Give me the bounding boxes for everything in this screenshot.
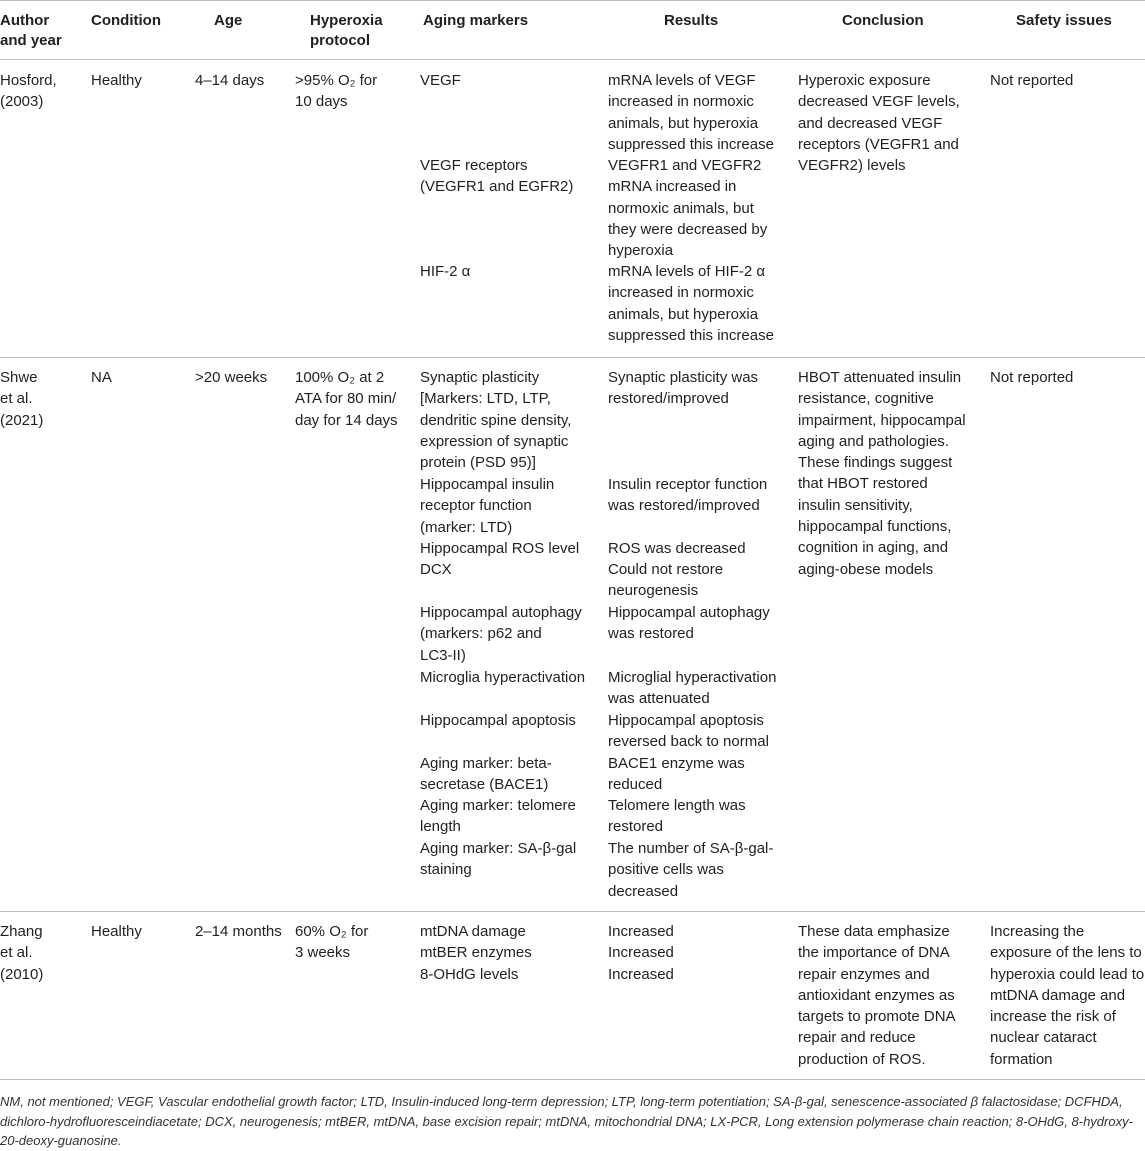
marker-block xyxy=(420,155,600,198)
text-line: 3 weeks xyxy=(295,944,351,962)
text-line: VEGFR2) levels xyxy=(798,157,906,175)
text-line: 60% O₂ for xyxy=(295,923,369,940)
text-line: receptors (VEGFR1 and xyxy=(798,135,959,153)
results-cell xyxy=(608,367,793,907)
text-line: Zhang xyxy=(0,923,43,940)
result-block xyxy=(608,70,793,155)
text-line: >95% O₂ for xyxy=(295,72,378,89)
text-line: reduced xyxy=(608,776,663,794)
result-block xyxy=(608,538,793,559)
text-line: protein (PSD 95)] xyxy=(420,454,536,472)
header-author-line: and year xyxy=(0,32,62,49)
text-line: HIF-2 α xyxy=(420,263,471,280)
text-line: Hippocampal apoptosis xyxy=(608,712,764,729)
safety-cell xyxy=(990,70,1073,91)
text-line: restored xyxy=(608,818,664,836)
markers-cell xyxy=(420,70,600,350)
header-protocol-line: Hyperoxia xyxy=(310,12,383,29)
text-line: Hippocampal apoptosis xyxy=(420,712,576,729)
text-line: 8-OHdG levels xyxy=(420,965,519,983)
condition-cell: Healthy xyxy=(91,72,142,89)
text-line: et al. xyxy=(0,390,33,408)
text-line: insulin sensitivity, xyxy=(798,496,913,514)
text-line: Synaptic plasticity xyxy=(420,369,540,386)
bottom-rule xyxy=(0,1079,1145,1080)
text-line: was restored/improved xyxy=(608,497,760,515)
text-line: mtDNA damage and xyxy=(990,986,1126,1004)
header-conclusion: Conclusion xyxy=(842,12,924,29)
text-line: VEGF xyxy=(420,72,461,89)
text-line: aging and pathologies. xyxy=(798,432,949,450)
text-line: [Markers: LTD, LTP, xyxy=(420,390,551,408)
text-line: Microglial hyperactivation xyxy=(608,669,777,686)
text-line: aging-obese models xyxy=(798,560,934,578)
author-cell xyxy=(0,367,43,431)
text-line: 100% O₂ at 2 xyxy=(295,369,385,386)
row-rule xyxy=(0,357,1145,358)
text-line: These data emphasize xyxy=(798,923,950,940)
protocol-cell xyxy=(295,367,398,431)
text-line: increased in normoxic xyxy=(608,93,754,111)
age-text: >20 weeks xyxy=(195,369,268,386)
text-line: mtDNA damage xyxy=(420,923,526,940)
text-line: reversed back to normal xyxy=(608,733,769,751)
age-text: 2–14 months xyxy=(195,923,282,940)
text-line: Aging marker: beta- xyxy=(420,755,552,772)
marker-block xyxy=(420,667,602,688)
marker-block xyxy=(420,367,602,473)
header-safety: Safety issues xyxy=(1016,12,1112,29)
marker-block xyxy=(420,838,602,881)
age-cell xyxy=(195,70,264,91)
text-line: expression of synaptic xyxy=(420,432,569,450)
text-line: HBOT attenuated insulin xyxy=(798,369,962,386)
result-block xyxy=(608,261,793,346)
header-condition: Condition xyxy=(91,12,161,29)
marker-block xyxy=(420,710,602,731)
result-block xyxy=(608,795,793,838)
text-line: hyperoxia could lead to xyxy=(990,965,1145,983)
text-line: length xyxy=(420,818,461,836)
marker-block xyxy=(420,602,602,666)
text-line: Increased xyxy=(608,923,674,940)
text-line: mRNA increased in xyxy=(608,178,737,196)
age-text: 4–14 days xyxy=(195,72,265,89)
text-line: Hippocampal ROS level xyxy=(420,540,580,557)
age-cell xyxy=(195,367,267,388)
text-line: Increased xyxy=(608,965,674,983)
text-line: increased in normoxic xyxy=(608,284,754,302)
text-line: neurogenesis xyxy=(608,582,699,600)
age-cell xyxy=(195,921,282,942)
text-line: Not reported xyxy=(990,72,1074,89)
text-line: Microglia hyperactivation xyxy=(420,669,586,686)
text-line: The number of SA-β-gal- xyxy=(608,840,774,857)
result-block xyxy=(608,710,793,753)
header-markers: Aging markers xyxy=(423,12,529,29)
text-line: VEGF receptors xyxy=(420,157,528,174)
text-line: the importance of DNA xyxy=(798,944,950,962)
text-line: BACE1 enzyme was xyxy=(608,755,745,772)
text-line: Aging marker: SA-β-gal xyxy=(420,840,577,857)
text-line: repair and reduce xyxy=(798,1029,916,1047)
header-results: Results xyxy=(664,12,719,29)
text-line: resistance, cognitive xyxy=(798,390,934,408)
text-line: (2021) xyxy=(0,411,44,429)
text-line: cognition in aging, and xyxy=(798,539,949,557)
marker-block xyxy=(420,261,600,282)
marker-block xyxy=(420,795,602,838)
result-block xyxy=(608,667,793,710)
result-block xyxy=(608,155,793,261)
text-line: that HBOT restored xyxy=(798,475,928,493)
row-rule xyxy=(0,911,1145,912)
conclusion-cell xyxy=(798,921,956,1070)
result-block xyxy=(608,838,793,902)
text-line: repair enzymes and xyxy=(798,965,930,983)
text-line: VEGFR1 and VEGFR2 xyxy=(608,157,762,174)
conclusion-cell xyxy=(798,70,960,176)
markers-cell xyxy=(420,367,602,897)
text-line: DCX xyxy=(420,561,452,578)
marker-block xyxy=(420,753,602,796)
text-line: receptor function xyxy=(420,497,532,515)
text-line: (2010) xyxy=(0,965,44,983)
safety-cell xyxy=(990,921,1144,1070)
text-line: LC3-II) xyxy=(420,646,466,664)
header-author-line: Author xyxy=(0,12,50,29)
safety-cell xyxy=(990,367,1073,388)
header-protocol-line: protocol xyxy=(310,32,370,49)
author-cell xyxy=(0,70,57,113)
text-line: Synaptic plasticity was xyxy=(608,369,759,386)
text-line: formation xyxy=(990,1050,1053,1068)
results-cell xyxy=(608,70,793,350)
marker-block xyxy=(420,474,602,538)
text-line: Insulin receptor function xyxy=(608,476,768,493)
conclusion-cell xyxy=(798,367,966,580)
text-line: et al. xyxy=(0,944,33,962)
text-line: secretase (BACE1) xyxy=(420,776,549,794)
table-footnote: NM, not mentioned; VEGF, Vascular endothelial growth factor; LTD, Insulin-induced long-term depression; LTP, long-term potentiation; SA-β-gal, senescence-associated β falactosidase; DCFHDA, dichloro-hydrofluoresceindiacetate; DCX, neurogenesis; mtBER, mtDNA, base excision repair; mtDNA, mitochondrial DNA; LX-PCR, Long extension polymerase chain reaction; 8-OHdG, 8-hydroxy-20-deoxy-guanosine. xyxy=(0,1094,1133,1148)
text-line: they were decreased by xyxy=(608,220,768,238)
text-line: Hosford, xyxy=(0,72,57,89)
top-rule xyxy=(0,0,1145,1)
text-line: hippocampal functions, xyxy=(798,518,952,536)
text-line: exposure of the lens to xyxy=(990,944,1142,962)
text-line: dendritic spine density, xyxy=(420,411,572,429)
text-line: was restored xyxy=(608,625,694,643)
result-block xyxy=(608,602,793,645)
text-line: positive cells was xyxy=(608,861,724,879)
text-line: suppressed this increase xyxy=(608,326,774,344)
text-line: Increasing the xyxy=(990,923,1085,940)
text-line: hyperoxia xyxy=(608,242,674,260)
text-line: animals, but hyperoxia xyxy=(608,114,759,132)
text-line: ROS was decreased xyxy=(608,540,746,557)
protocol-cell xyxy=(295,70,377,113)
text-line: suppressed this increase xyxy=(608,135,774,153)
author-cell xyxy=(0,921,43,985)
text-line: 10 days xyxy=(295,93,348,111)
text-line: production of ROS. xyxy=(798,1050,926,1068)
results-cell xyxy=(608,921,674,985)
result-block xyxy=(608,559,793,602)
text-line: Hippocampal insulin xyxy=(420,476,555,493)
text-line: and decreased VEGF xyxy=(798,114,943,132)
text-line: Hippocampal autophagy xyxy=(608,604,770,621)
text-line: (VEGFR1 and EGFR2) xyxy=(420,178,574,196)
text-line: mtBER enzymes xyxy=(420,944,532,962)
condition-cell: Healthy xyxy=(91,923,142,940)
text-line: decreased VEGF levels, xyxy=(798,93,960,111)
protocol-cell xyxy=(295,921,368,964)
text-line: was attenuated xyxy=(608,690,710,708)
text-line: Hippocampal autophagy xyxy=(420,604,582,621)
text-line: Telomere length was xyxy=(608,797,746,814)
text-line: nuclear cataract xyxy=(990,1029,1097,1047)
marker-block xyxy=(420,538,602,559)
header-author xyxy=(0,11,80,51)
text-line: increase the risk of xyxy=(990,1008,1116,1026)
markers-cell xyxy=(420,921,532,985)
text-line: antioxidant enzymes as xyxy=(798,986,955,1004)
text-line: staining xyxy=(420,861,472,879)
condition-cell: NA xyxy=(91,369,112,386)
header-age: Age xyxy=(214,12,243,29)
text-line: decreased xyxy=(608,882,679,900)
text-line: normoxic animals, but xyxy=(608,199,754,217)
text-line: targets to promote DNA xyxy=(798,1008,956,1026)
text-line: (2003) xyxy=(0,93,44,111)
result-block xyxy=(608,753,793,796)
marker-block xyxy=(420,559,602,580)
text-line: mRNA levels of VEGF xyxy=(608,72,756,89)
text-line: Not reported xyxy=(990,369,1074,386)
marker-block xyxy=(420,70,600,91)
text-line: restored/improved xyxy=(608,390,729,408)
text-line: (markers: p62 and xyxy=(420,625,542,643)
text-line: Aging marker: telomere xyxy=(420,797,576,814)
text-line: (marker: LTD) xyxy=(420,518,513,536)
result-block xyxy=(608,474,793,517)
text-line: mRNA levels of HIF-2 α xyxy=(608,263,766,280)
result-block xyxy=(608,367,793,410)
text-line: These findings suggest xyxy=(798,454,953,472)
text-line: Increased xyxy=(608,944,674,962)
text-line: impairment, hippocampal xyxy=(798,411,966,429)
text-line: Could not restore xyxy=(608,561,724,578)
text-line: day for 14 days xyxy=(295,411,398,429)
text-line: Hyperoxic exposure xyxy=(798,72,931,89)
text-line: ATA for 80 min/ xyxy=(295,390,397,408)
text-line: animals, but hyperoxia xyxy=(608,305,759,323)
header-rule xyxy=(0,59,1145,60)
header-protocol xyxy=(310,11,383,51)
text-line: Shwe xyxy=(0,369,38,386)
